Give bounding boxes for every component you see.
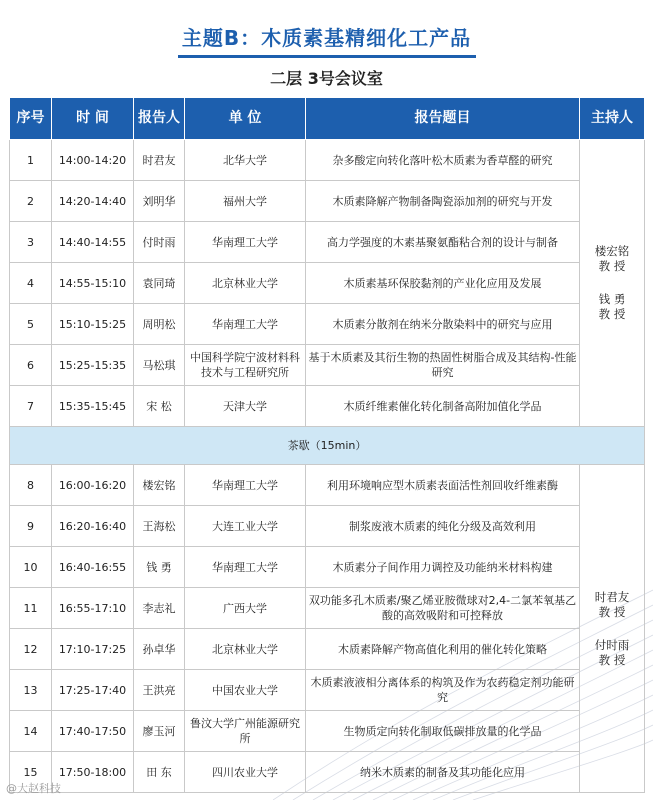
table-row bbox=[10, 386, 645, 427]
table-row bbox=[10, 263, 645, 304]
row-topic: 基于木质素及其衍生物的热固性树脂合成及其结构-性能研究 bbox=[306, 345, 580, 386]
row-unit: 四川农业大学 bbox=[185, 752, 306, 793]
row-topic: 高力学强度的木素基聚氨酯粘合剂的设计与制备 bbox=[306, 222, 580, 263]
row-number: 8 bbox=[10, 465, 52, 506]
row-unit: 中国科学院宁波材料科技术与工程研究所 bbox=[185, 345, 306, 386]
row-speaker: 马松琪 bbox=[134, 345, 185, 386]
session1-hosts bbox=[580, 140, 645, 427]
row-topic: 生物质定向转化制取低碳排放量的化学品 bbox=[306, 711, 580, 752]
row-number: 11 bbox=[10, 588, 52, 629]
table-row bbox=[10, 506, 645, 547]
row-topic: 木质素降解产物制备陶瓷添加剂的研究与开发 bbox=[306, 181, 580, 222]
row-topic: 制浆废液木质素的纯化分级及高效利用 bbox=[306, 506, 580, 547]
row-time: 16:00-16:20 bbox=[52, 465, 134, 506]
title-underline bbox=[178, 55, 476, 58]
row-time: 17:50-18:00 bbox=[52, 752, 134, 793]
row-unit: 华南理工大学 bbox=[185, 547, 306, 588]
watermark: @大赵科技 bbox=[6, 782, 61, 795]
row-unit: 华南理工大学 bbox=[185, 304, 306, 345]
row-time: 14:00-14:20 bbox=[52, 140, 134, 181]
row-speaker: 李志礼 bbox=[134, 588, 185, 629]
row-unit: 北京林业大学 bbox=[185, 629, 306, 670]
column-header-time: 时 间 bbox=[52, 98, 134, 140]
table-row bbox=[10, 465, 645, 506]
row-number: 15 bbox=[10, 752, 52, 793]
table-header-row bbox=[10, 98, 645, 140]
table-row bbox=[10, 588, 645, 629]
row-unit: 中国农业大学 bbox=[185, 670, 306, 711]
row-topic: 木质纤维素催化转化制备高附加值化学品 bbox=[306, 386, 580, 427]
row-topic: 木质素基环保胶黏剂的产业化应用及发展 bbox=[306, 263, 580, 304]
row-unit: 鲁汶大学广州能源研究所 bbox=[185, 711, 306, 752]
column-header-number: 序号 bbox=[10, 98, 52, 140]
host-name: 付时雨 bbox=[594, 637, 630, 652]
schedule-table bbox=[9, 97, 645, 793]
row-time: 17:40-17:50 bbox=[52, 711, 134, 752]
row-unit: 华南理工大学 bbox=[185, 222, 306, 263]
venue-location: 二层 3号会议室 bbox=[270, 69, 383, 88]
host-name: 钱 勇 bbox=[598, 292, 626, 306]
row-number: 4 bbox=[10, 263, 52, 304]
row-unit: 北京林业大学 bbox=[185, 263, 306, 304]
row-number: 12 bbox=[10, 629, 52, 670]
row-number: 14 bbox=[10, 711, 52, 752]
host-name: 时君友 bbox=[594, 589, 630, 604]
table-row bbox=[10, 547, 645, 588]
row-time: 16:55-17:10 bbox=[52, 588, 134, 629]
row-speaker: 周明松 bbox=[134, 304, 185, 345]
row-number: 9 bbox=[10, 506, 52, 547]
row-speaker: 袁同琦 bbox=[134, 263, 185, 304]
row-topic: 利用环境响应型木质素表面活性剂回收纤维素酶 bbox=[306, 465, 580, 506]
row-time: 17:25-17:40 bbox=[52, 670, 134, 711]
row-time: 16:40-16:55 bbox=[52, 547, 134, 588]
row-number: 6 bbox=[10, 345, 52, 386]
row-unit: 华南理工大学 bbox=[185, 465, 306, 506]
column-header-topic: 报告题目 bbox=[306, 98, 580, 140]
row-unit: 天津大学 bbox=[185, 386, 306, 427]
table-row bbox=[10, 304, 645, 345]
row-speaker: 田 东 bbox=[134, 752, 185, 793]
row-speaker: 廖玉河 bbox=[134, 711, 185, 752]
column-header-unit: 单 位 bbox=[185, 98, 306, 140]
row-speaker: 楼宏铭 bbox=[134, 465, 185, 506]
row-speaker: 王海松 bbox=[134, 506, 185, 547]
row-number: 10 bbox=[10, 547, 52, 588]
host-name: 楼宏铭 bbox=[594, 244, 630, 258]
row-speaker: 王洪亮 bbox=[134, 670, 185, 711]
column-header-host: 主持人 bbox=[580, 98, 645, 140]
row-number: 3 bbox=[10, 222, 52, 263]
row-time: 17:10-17:25 bbox=[52, 629, 134, 670]
row-time: 16:20-16:40 bbox=[52, 506, 134, 547]
row-time: 14:20-14:40 bbox=[52, 181, 134, 222]
tea-break-label: 茶歇（15min） bbox=[10, 427, 645, 465]
row-speaker: 付时雨 bbox=[134, 222, 185, 263]
host-role: 教 授 bbox=[598, 652, 626, 667]
table-row bbox=[10, 181, 645, 222]
row-speaker: 宋 松 bbox=[134, 386, 185, 427]
row-topic: 木质素降解产物高值化利用的催化转化策略 bbox=[306, 629, 580, 670]
row-time: 14:40-14:55 bbox=[52, 222, 134, 263]
tea-break-row bbox=[10, 427, 645, 465]
row-topic: 纳米木质素的制备及其功能化应用 bbox=[306, 752, 580, 793]
row-unit: 福州大学 bbox=[185, 181, 306, 222]
row-unit: 北华大学 bbox=[185, 140, 306, 181]
row-time: 15:25-15:35 bbox=[52, 345, 134, 386]
row-unit: 大连工业大学 bbox=[185, 506, 306, 547]
row-number: 5 bbox=[10, 304, 52, 345]
row-topic: 木质素分散剂在纳米分散染料中的研究与应用 bbox=[306, 304, 580, 345]
row-number: 1 bbox=[10, 140, 52, 181]
row-topic: 双功能多孔木质素/聚乙烯亚胺微球对2,4-二氯苯氧基乙酸的高效吸附和可控释放 bbox=[306, 588, 580, 629]
row-unit: 广西大学 bbox=[185, 588, 306, 629]
row-topic: 木质素液液相分离体系的构筑及作为农药稳定剂功能研究 bbox=[306, 670, 580, 711]
host-role: 教 授 bbox=[598, 259, 626, 273]
row-speaker: 刘明华 bbox=[134, 181, 185, 222]
table-row bbox=[10, 670, 645, 711]
row-number: 7 bbox=[10, 386, 52, 427]
table-row bbox=[10, 140, 645, 181]
table-row bbox=[10, 629, 645, 670]
host-role: 教 授 bbox=[598, 307, 626, 321]
row-time: 15:10-15:25 bbox=[52, 304, 134, 345]
table-row bbox=[10, 711, 645, 752]
host-role: 教 授 bbox=[598, 604, 626, 619]
row-topic: 杂多酸定向转化落叶松木质素为香草醛的研究 bbox=[306, 140, 580, 181]
table-row bbox=[10, 345, 645, 386]
row-time: 15:35-15:45 bbox=[52, 386, 134, 427]
table-row bbox=[10, 222, 645, 263]
table-row bbox=[10, 752, 645, 793]
session2-hosts bbox=[580, 465, 645, 793]
row-speaker: 孙卓华 bbox=[134, 629, 185, 670]
row-speaker: 时君友 bbox=[134, 140, 185, 181]
column-header-speaker: 报告人 bbox=[134, 98, 185, 140]
row-topic: 木质素分子间作用力调控及功能纳米材料构建 bbox=[306, 547, 580, 588]
row-time: 14:55-15:10 bbox=[52, 263, 134, 304]
row-number: 13 bbox=[10, 670, 52, 711]
row-speaker: 钱 勇 bbox=[134, 547, 185, 588]
page-title: 主题B：木质素基精细化工产品 bbox=[181, 26, 472, 50]
row-number: 2 bbox=[10, 181, 52, 222]
